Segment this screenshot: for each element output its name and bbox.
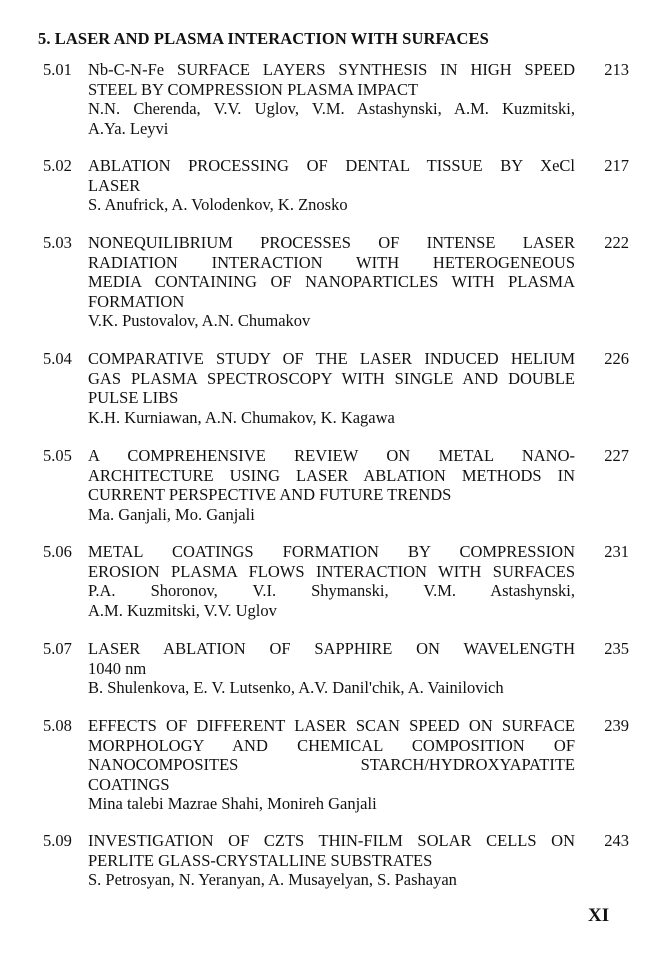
entry-title-line: PULSE LIBS xyxy=(88,388,179,407)
entry-number: 5.06 xyxy=(43,542,72,561)
entry-authors xyxy=(88,678,575,698)
entry-body xyxy=(88,716,575,814)
entry-page-number: 217 xyxy=(604,156,629,175)
entry-number: 5.07 xyxy=(43,639,72,658)
entry-author-line: S. Petrosyan, N. Yeranyan, A. Musayelyan, S. Pashayan xyxy=(88,870,457,889)
entry-title-line: COMPARATIVE STUDY OF THE LASER INDUCED HELIUM xyxy=(88,349,575,368)
entry-author-line: A.Ya. Leyvi xyxy=(88,118,169,138)
entry-body xyxy=(88,639,575,698)
entry-authors xyxy=(88,195,575,215)
entry-body xyxy=(88,233,575,331)
entry-title-line: MORPHOLOGY AND CHEMICAL COMPOSITION OF xyxy=(88,735,575,755)
entry-title-line: A COMPREHENSIVE REVIEW ON METAL NANO- xyxy=(88,446,575,465)
entry-title-line: STEEL BY COMPRESSION PLASMA IMPACT xyxy=(88,79,419,99)
entry-page-number: 243 xyxy=(604,831,629,850)
entry-authors xyxy=(88,870,575,890)
entry-number: 5.02 xyxy=(43,156,72,175)
entry-title-line: EROSION PLASMA FLOWS INTERACTION WITH SURFACES xyxy=(88,561,575,581)
entry-title-line: CURRENT PERSPECTIVE AND FUTURE TRENDS xyxy=(88,485,452,504)
entry-title-line: FORMATION xyxy=(88,291,185,311)
entry-title-line: METAL COATINGS FORMATION BY COMPRESSION xyxy=(88,542,575,561)
entry-title-line: 1040 nm xyxy=(88,658,147,678)
entry-author-line: Ma. Ganjali, Mo. Ganjali xyxy=(88,504,255,524)
entry-authors xyxy=(88,505,575,525)
entry-page-number: 222 xyxy=(604,233,629,252)
entry-body xyxy=(88,60,575,138)
entry-body xyxy=(88,831,575,890)
entry-title-line: GAS PLASMA SPECTROSCOPY WITH SINGLE AND DOUBLE xyxy=(88,368,575,388)
entry-page-number: 226 xyxy=(604,349,629,368)
entry-number: 5.09 xyxy=(43,831,72,850)
entry-page-number: 231 xyxy=(604,542,629,561)
entry-author-line: B. Shulenkova, E. V. Lutsenko, A.V. Danil'chik, A. Vainilovich xyxy=(88,678,504,697)
entry-title-line: ARCHITECTURE USING LASER ABLATION METHODS IN xyxy=(88,465,575,485)
entry-title-line: NONEQUILIBRIUM PROCESSES OF INTENSE LASER xyxy=(88,233,575,252)
entry-title-line: RADIATION INTERACTION WITH HETEROGENEOUS xyxy=(88,252,575,272)
entry-title-line: ABLATION PROCESSING OF DENTAL TISSUE BY XeCl xyxy=(88,156,575,175)
entry-page-number: 213 xyxy=(604,60,629,79)
entry-body xyxy=(88,446,575,524)
entry-author-line: A.M. Kuzmitski, V.V. Uglov xyxy=(88,600,277,620)
entry-title-line: COATINGS xyxy=(88,774,170,794)
entry-number: 5.03 xyxy=(43,233,72,252)
entry-body xyxy=(88,156,575,215)
entry-author-line: N.N. Cherenda, V.V. Uglov, V.M. Astashynski, A.M. Kuzmitski, xyxy=(88,99,575,118)
entry-author-line: V.K. Pustovalov, A.N. Chumakov xyxy=(88,311,311,330)
entry-authors xyxy=(88,408,575,428)
entry-author-line: Mina talebi Mazrae Shahi, Monireh Ganjali xyxy=(88,794,377,813)
entry-authors xyxy=(88,581,575,620)
entry-title-line: MEDIA CONTAINING OF NANOPARTICLES WITH PLASMA xyxy=(88,272,575,291)
section-heading: 5. LASER AND PLASMA INTERACTION WITH SURFACES xyxy=(38,29,489,48)
entry-body xyxy=(88,349,575,427)
entry-number: 5.01 xyxy=(43,60,72,79)
entry-number: 5.08 xyxy=(43,716,72,735)
entry-number: 5.05 xyxy=(43,446,72,465)
entry-title-line: Nb-C-N-Fe SURFACE LAYERS SYNTHESIS IN HIGH SPEED xyxy=(88,60,575,79)
entry-title-line: EFFECTS OF DIFFERENT LASER SCAN SPEED ON SURFACE xyxy=(88,716,575,735)
entry-title-line: LASER xyxy=(88,175,141,195)
entry-author-line: K.H. Kurniawan, A.N. Chumakov, K. Kagawa xyxy=(88,407,395,427)
entry-title-line: LASER ABLATION OF SAPPHIRE ON WAVELENGTH xyxy=(88,639,575,658)
entry-authors xyxy=(88,311,575,331)
entry-title-line: NANOCOMPOSITES STARCH/HYDROXYAPATITE xyxy=(88,755,575,774)
entry-body xyxy=(88,542,575,620)
entry-author-line: P.A. Shoronov, V.I. Shymanski, V.M. Astashynski, xyxy=(88,581,575,600)
entry-page-number: 239 xyxy=(604,716,629,735)
entry-title-line: PERLITE GLASS-CRYSTALLINE SUBSTRATES xyxy=(88,850,433,870)
page-folio: XI xyxy=(588,905,610,926)
entry-number: 5.04 xyxy=(43,349,72,368)
entry-authors xyxy=(88,794,575,814)
entry-page-number: 235 xyxy=(604,639,629,658)
entry-authors xyxy=(88,99,575,138)
entry-title-line: INVESTIGATION OF CZTS THIN-FILM SOLAR CELLS ON xyxy=(88,831,575,850)
entry-author-line: S. Anufrick, A. Volodenkov, K. Znosko xyxy=(88,195,348,214)
entry-page-number: 227 xyxy=(604,446,629,465)
